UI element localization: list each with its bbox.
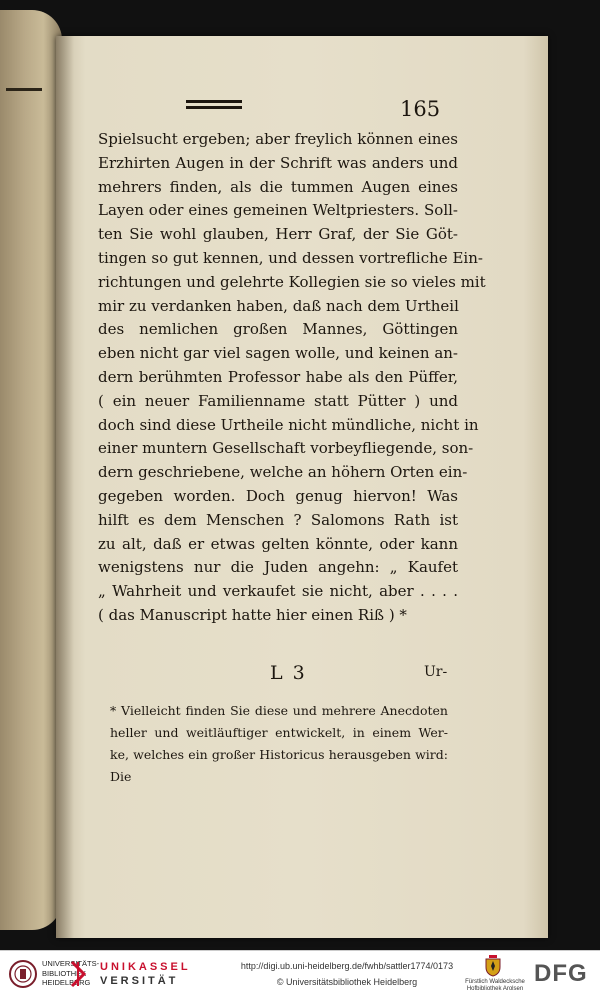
text-line: gegeben worden. Doch genug hiervon! Was [98,486,458,505]
text-line: einer muntern Gesellschaft vorbeyfliegende, son- [98,439,474,458]
kassel-university-label[interactable]: UNIKASSEL VERSITÄT [100,961,191,987]
heidelberg-seal-icon[interactable] [8,958,38,990]
heidelberg-library-label[interactable]: UNIVERSITÄTS- BIBLIOTHEK HEIDELBERG [42,959,100,987]
text-line: ( das Manuscript hatte hier einen Riß ) * [98,605,407,624]
text-line: Spielsucht ergeben; aber freylich können eines [98,130,458,148]
header-rule [186,106,242,109]
text-line: mir zu verdanken haben, daß nach dem Urtheil [98,296,459,315]
footnote-line: ke, welches ein großer Historicus herausgeben wird: [110,747,448,762]
permalink-url[interactable]: http://digi.ub.uni-heidelberg.de/fwhb/sattler1774/0173 [240,961,454,971]
footnote-line: * Vielleicht finden Sie diese und mehrere Anecdoten [110,703,448,718]
header-rule [186,100,242,103]
text-line: wenigstens nur die Juden angehn: „ Kaufet [98,558,458,577]
arolsen-library-label: Fürstlich Waldecksche Hofbibliothek Arolsen [465,979,525,992]
signature-mark: L 3 [270,662,307,684]
text-line: „ Wahrheit und verkaufet sie nicht, aber . . . . [98,582,458,601]
viewer-footer [0,950,600,997]
text-line: richtungen und gelehrte Kollegien sie so vieles mit [98,272,486,291]
kassel-logo-icon[interactable] [68,960,88,988]
text-line: hilft es dem Menschen ? Salomons Rath ist [98,510,458,529]
text-line: zu alt, daß er etwas gelten könnte, oder kann [98,534,458,553]
text-line: doch sind diese Urtheile nicht mündliche, nicht in [98,415,479,434]
previous-page-rule [6,88,42,91]
text-line: ten Sie wohl glauben, Herr Graf, der Sie Göt- [98,225,458,244]
text-line: dern berühmten Professor habe als den Püffer, [98,367,458,386]
text-line: ( ein neuer Familienname statt Pütter ) und [98,391,458,410]
footnote-block [110,700,448,788]
footnote-line: heller und weitläuftiger entwickelt, in einem Wer- [110,725,448,740]
footnote-catchword: Die [110,769,132,784]
page-number: 165 [400,97,441,121]
text-line: des nemlichen großen Mannes, Göttingen [98,320,458,339]
copyright-text: © Universitätsbibliothek Heidelberg [276,977,418,987]
text-line: mehrers finden, als die tummen Augen eines [98,177,458,196]
text-line: Layen oder eines gemeinen Weltpriesters. Soll- [98,201,458,220]
text-line: eben nicht gar viel sagen wolle, und keinen an- [98,344,458,363]
waldeck-crest-icon [484,955,502,977]
text-line: tingen so gut kennen, und dessen vortrefliche Ein- [98,248,483,267]
catchword: Ur- [424,664,448,680]
previous-page-edge [0,10,62,930]
main-text-block [98,128,486,628]
text-line: dern geschriebene, welche an höhern Orten ein- [98,463,468,482]
dfg-logo[interactable]: DFG [534,960,588,987]
text-line: Erzhirten Augen in der Schrift was anders und [98,153,458,172]
binding-shadow [56,36,74,938]
